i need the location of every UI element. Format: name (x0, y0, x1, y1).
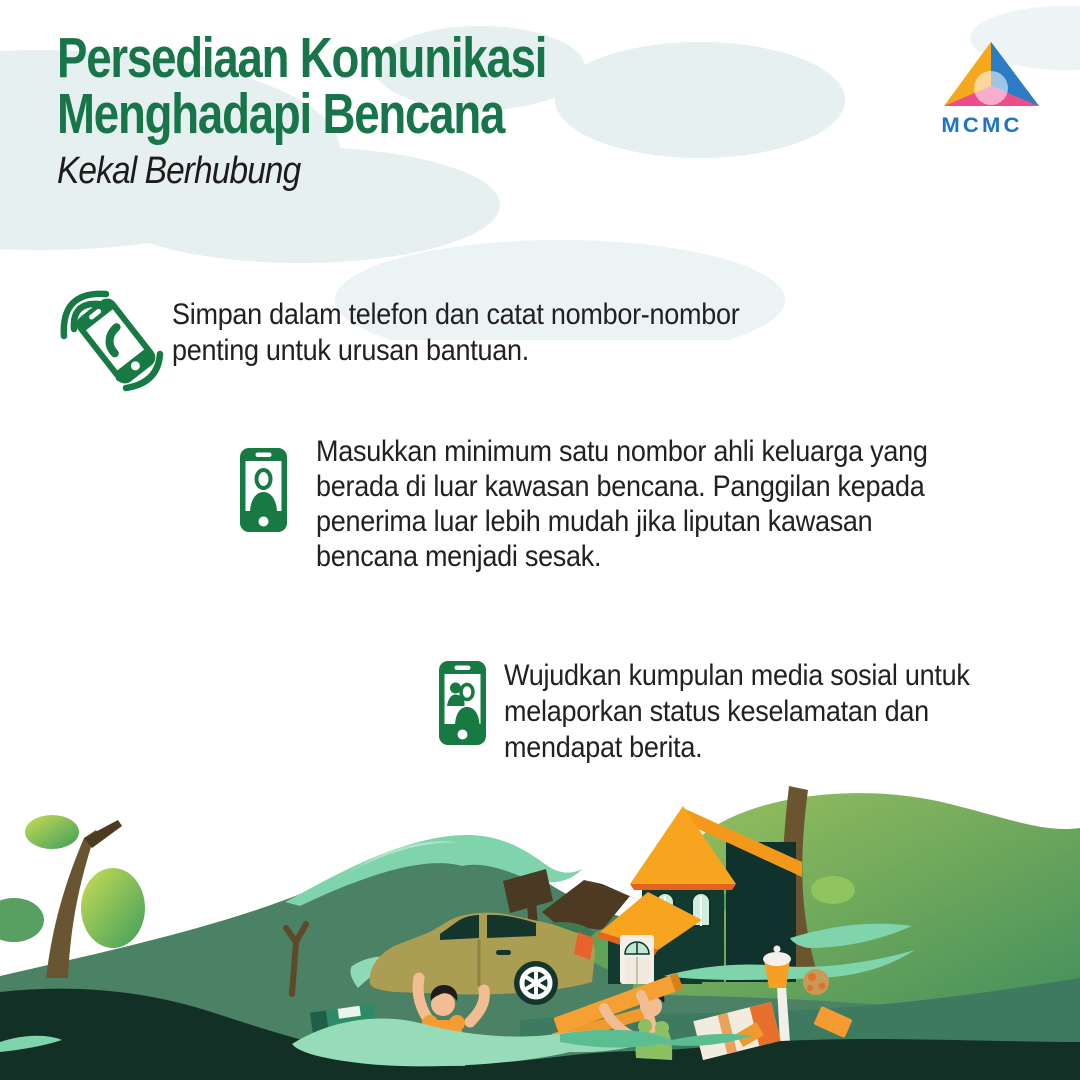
title-line-2: Menghadapi Bencana (57, 82, 505, 146)
mcmc-triangle-icon (922, 30, 1042, 108)
tip-2-line-4: bencana menjadi sesak. (316, 540, 602, 573)
house-door (620, 935, 654, 984)
mcmc-logo-text: MCMC (941, 114, 1023, 137)
page-title (57, 26, 547, 146)
tip-3-line-2: melaporkan status keselamatan dan (504, 695, 929, 728)
mcmc-logo (922, 30, 1042, 138)
tip-2-line-1: Masukkan minimum satu nombor ahli keluarga yang (316, 435, 928, 468)
tip-3-text (504, 658, 1021, 766)
tip-3-line-1: Wujudkan kumpulan media sosial untuk (504, 659, 970, 692)
phone-group-icon (439, 661, 486, 745)
tip-2-line-3: penerima luar lebih mudah jika liputan kawasan (316, 505, 873, 538)
ball (803, 969, 829, 995)
title-line-1: Persediaan Komunikasi (57, 26, 547, 90)
tip-2-line-2: berada di luar kawasan bencana. Panggilan kepada (316, 470, 925, 503)
phone-contact-icon (240, 448, 287, 532)
tip-1-text (172, 297, 803, 369)
tip-3-line-3: mendapat berita. (504, 731, 703, 764)
tip-1-line-1: Simpan dalam telefon dan catat nombor-nombor (172, 298, 740, 331)
page-subtitle: Kekal Berhubung (57, 150, 301, 192)
tip-1-line-2: penting untuk urusan bantuan. (172, 334, 529, 367)
tip-2-text (316, 434, 996, 574)
ringing-phone-icon (60, 290, 172, 394)
flood-illustration (0, 780, 1080, 1080)
